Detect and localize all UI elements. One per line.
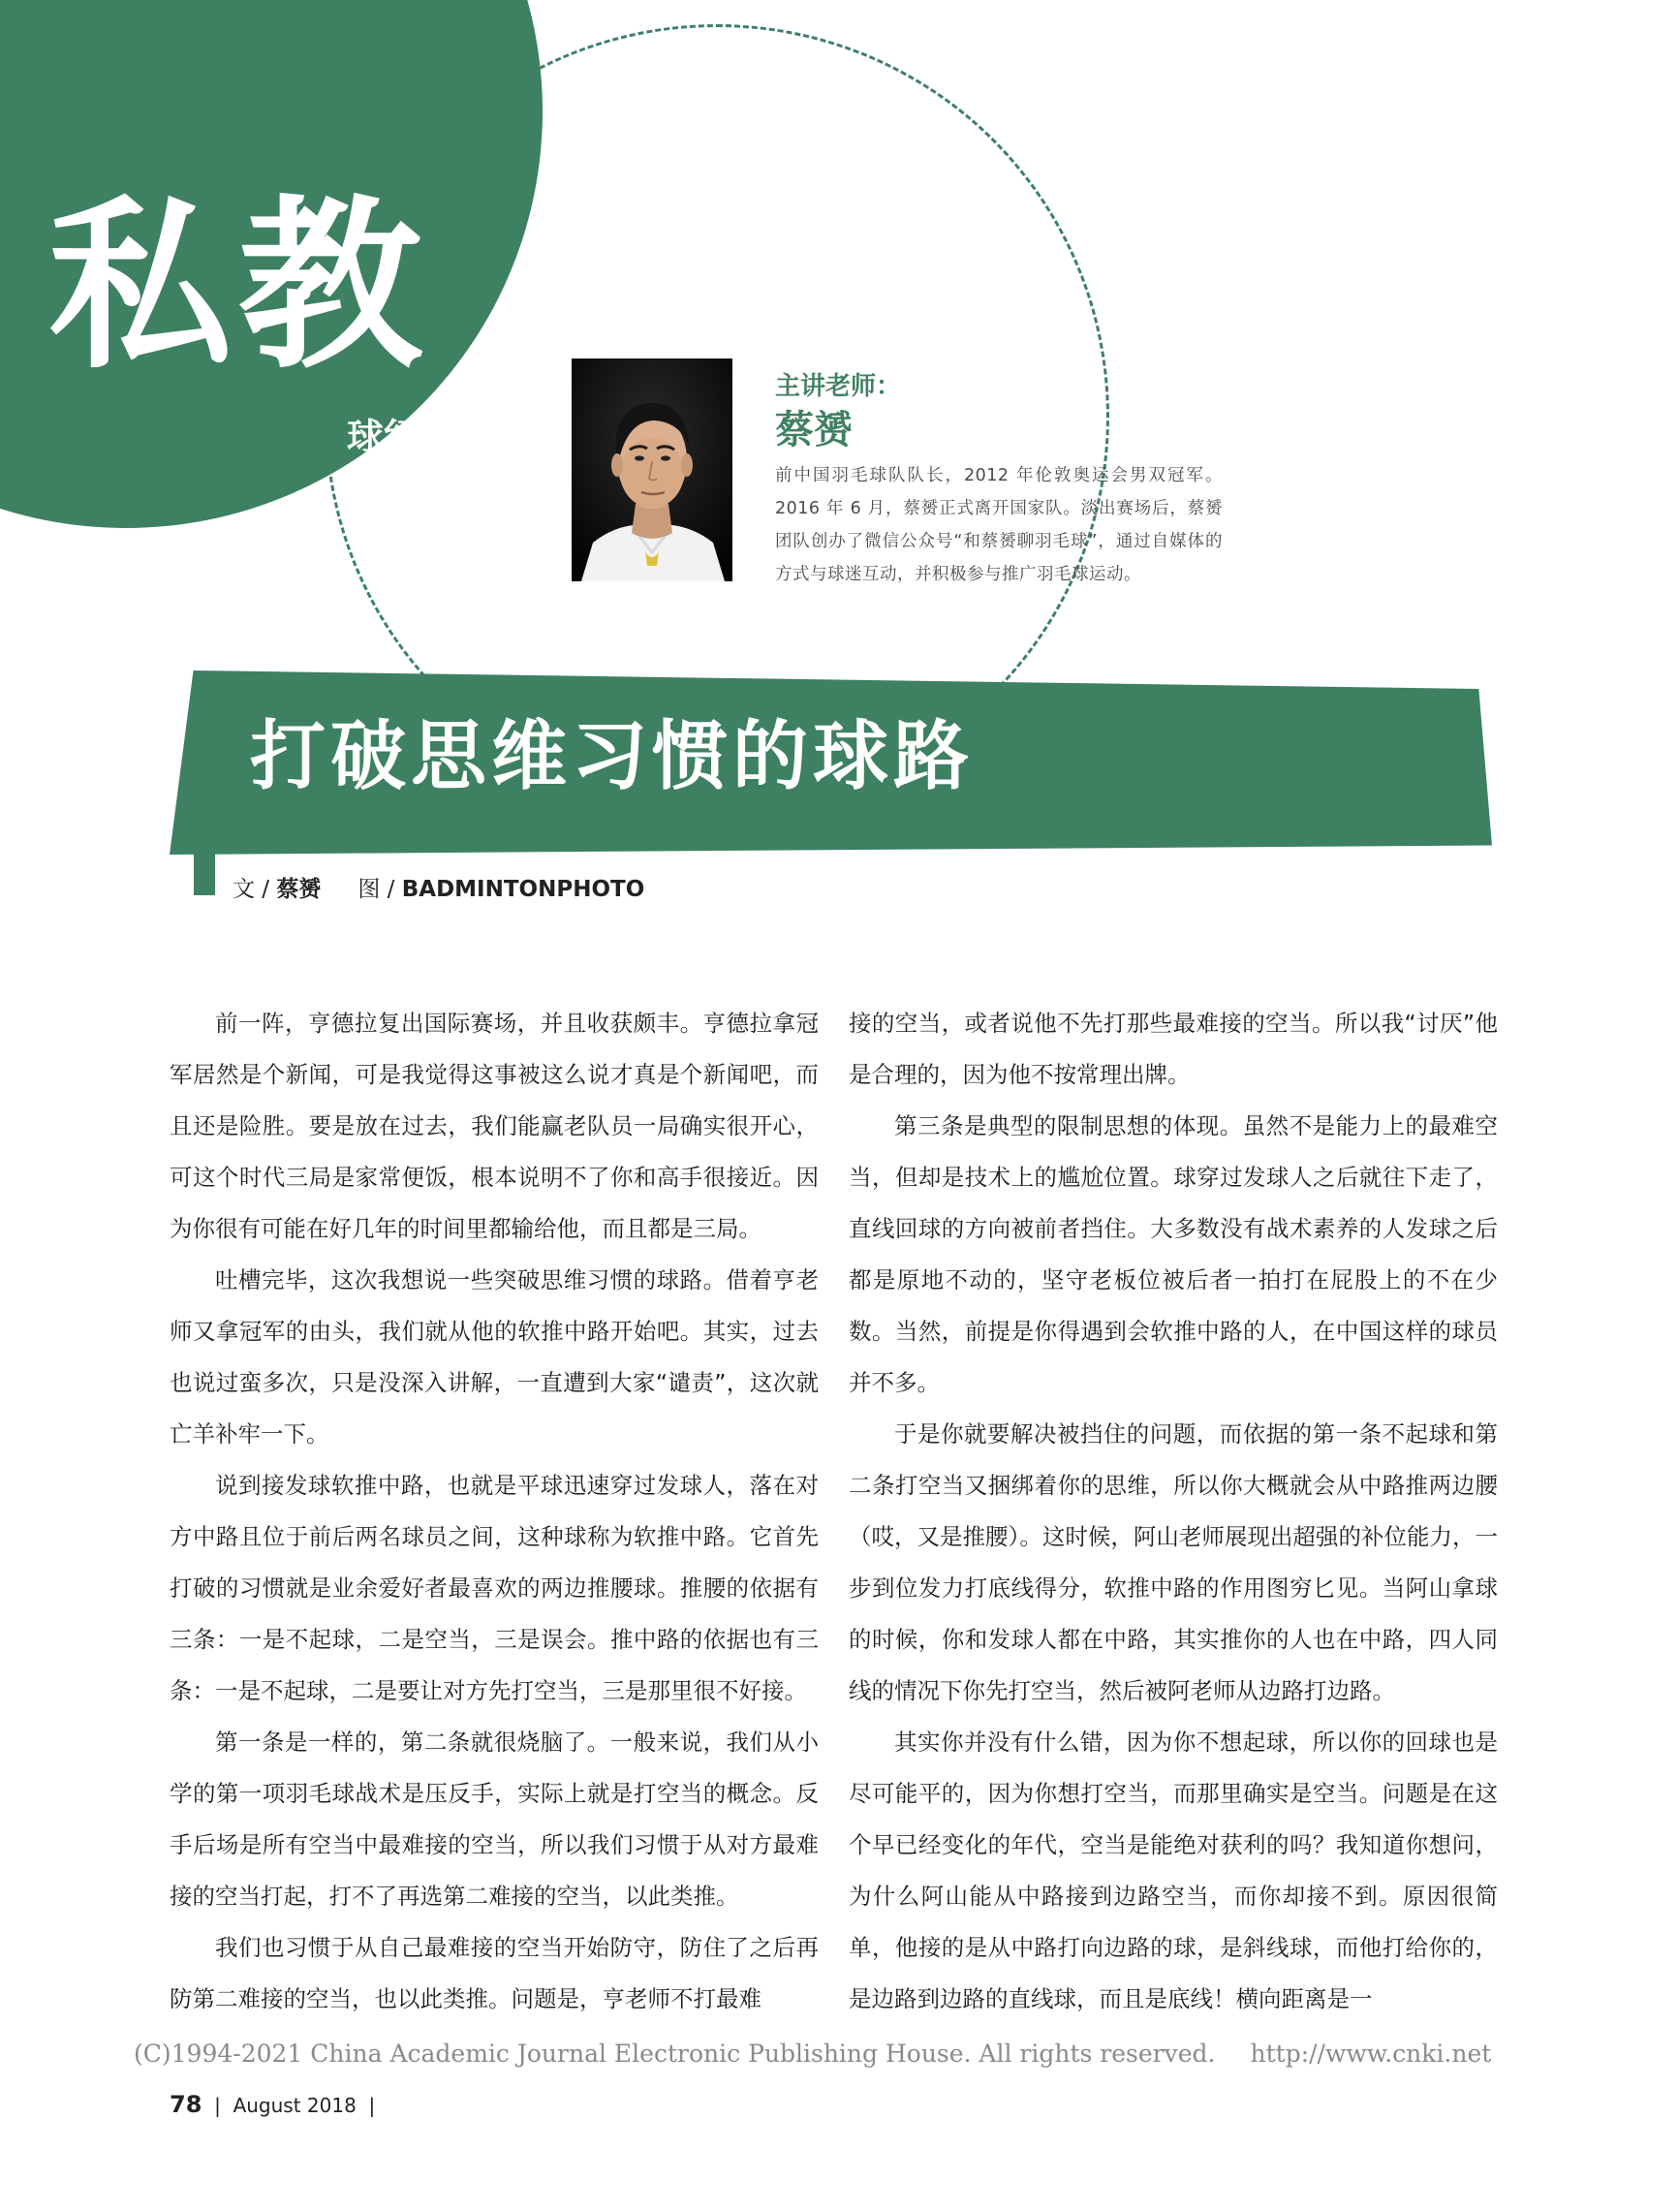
issue-date: August 2018 (233, 2094, 357, 2117)
copyright-text: (C)1994-2021 China Academic Journal Electronic Publishing House. All rights reserved. (134, 2040, 1216, 2068)
byline (233, 871, 644, 903)
paragraph: 第三条是典型的限制思想的体现。虽然不是能力上的最难空当，但却是技术上的尴尬位置。球穿过发球人之后就往下走了，直线回球的方向被前者挡住。大多数没有战术素养的人发球之后都是原地不动的，坚守老板位被后者一拍打在屁股上的不在少数。当然，前提是你得遇到会软推中路的人，在中国这样的球员并不多。 (849, 1112, 1498, 1396)
column-subtitle: 球经 (347, 415, 421, 458)
paragraph: 第一条是一样的，第二条就很烧脑了。一般来说，我们从小学的第一项羽毛球战术是压反手，实际上就是打空当的概念。反手后场是所有空当中最难接的空当，所以我们习惯于从对方最难接的空当打起，打不了再选第二难接的空当，以此类推。 (170, 1729, 819, 1910)
page-number: 78 (170, 2091, 202, 2118)
paragraph: 说到接发球软推中路，也就是平球迅速穿过发球人，落在对方中路且位于前后两名球员之间，这种球称为软推中路。它首先打破的习惯就是业余爱好者最喜欢的两边推腰球。推腰的依据有三条：一是不起球，二是空当，三是误会。推中路的依据也有三条：一是不起球，二是要让对方先打空当，三是那里很不好接。 (170, 1472, 819, 1704)
page-footer: 78 | August 2018 | (170, 2091, 376, 2118)
byline-author: 蔡赟 (276, 877, 322, 902)
paragraph: 接的空当，或者说他不先打那些最难接的空当。所以我“讨厌”他是合理的，因为他不按常理出牌。 (849, 1010, 1498, 1088)
lecturer-label: 主讲老师： (775, 372, 902, 401)
column-title: 私教 (48, 177, 429, 393)
byline-photo-credit: BADMINTONPHOTO (401, 877, 645, 902)
copyright-notice (134, 2040, 1491, 2068)
byline-photo-label: 图 / (357, 877, 402, 902)
body-column-right (849, 998, 1498, 2025)
paragraph: 吐槽完毕，这次我想说一些突破思维习惯的球路。借着亨老师又拿冠军的由头，我们就从他的软推中路开始吧。其实，过去也说过蛮多次，只是没深入讲解，一直遭到大家“谴责”，这次就亡羊补牢一下。 (170, 1266, 819, 1448)
paragraph: 前一阵，亨德拉复出国际赛场，并且收获颇丰。亨德拉拿冠军居然是个新闻，可是我觉得这事被这么说才真是个新闻吧，而且还是险胜。要是放在过去，我们能赢老队员一局确实很开心，可这个时代三局是家常便饭，根本说明不了你和高手很接近。因为你很有可能在好几年的时间里都输给他，而且都是三局。 (170, 1010, 819, 1242)
body-column-left (170, 998, 819, 2025)
lecturer-name: 蔡赟 (775, 408, 853, 452)
copyright-url: http://www.cnki.net (1250, 2040, 1492, 2068)
byline-text-label: 文 / (233, 877, 277, 902)
lecturer-bio: 前中国羽毛球队队长，2012 年伦敦奥运会男双冠军。2016 年 6 月，蔡赟正式离开国家队。淡出赛场后，蔡赟团队创办了微信公众号“和蔡赟聊羽毛球”，通过自媒体的方式与球迷互动，并积极参与推广羽毛球运动。 (775, 466, 1223, 584)
paragraph: 我们也习惯于从自己最难接的空当开始防守，防住了之后再防第二难接的空当，也以此类推。问题是，亨老师不打最难 (170, 1934, 819, 2012)
byline-accent-bar (194, 851, 215, 895)
paragraph: 其实你并没有什么错，因为你不想起球，所以你的回球也是尽可能平的，因为你想打空当，而那里确实是空当。问题是在这个早已经变化的年代，空当是能绝对获利的吗？我知道你想问，为什么阿山能从中路接到边路空当，而你却接不到。原因很简单，他接的是从中路打向边路的球，是斜线球，而他打给你的，是边路到边路的直线球，而且是底线！横向距离是一 (849, 1729, 1498, 2012)
paragraph: 于是你就要解决被挡住的问题，而依据的第一条不起球和第二条打空当又捆绑着你的思维，所以你大概就会从中路推两边腰（哎，又是推腰）。这时候，阿山老师展现出超强的补位能力，一步到位发力打底线得分，软推中路的作用图穷匕见。当阿山拿球的时候，你和发球人都在中路，其实推你的人也在中路，四人同线的情况下你先打空当，然后被阿老师从边路打边路。 (849, 1420, 1498, 1704)
lecturer-photo (572, 358, 732, 581)
article-title: 打破思维习惯的球路 (250, 712, 975, 800)
